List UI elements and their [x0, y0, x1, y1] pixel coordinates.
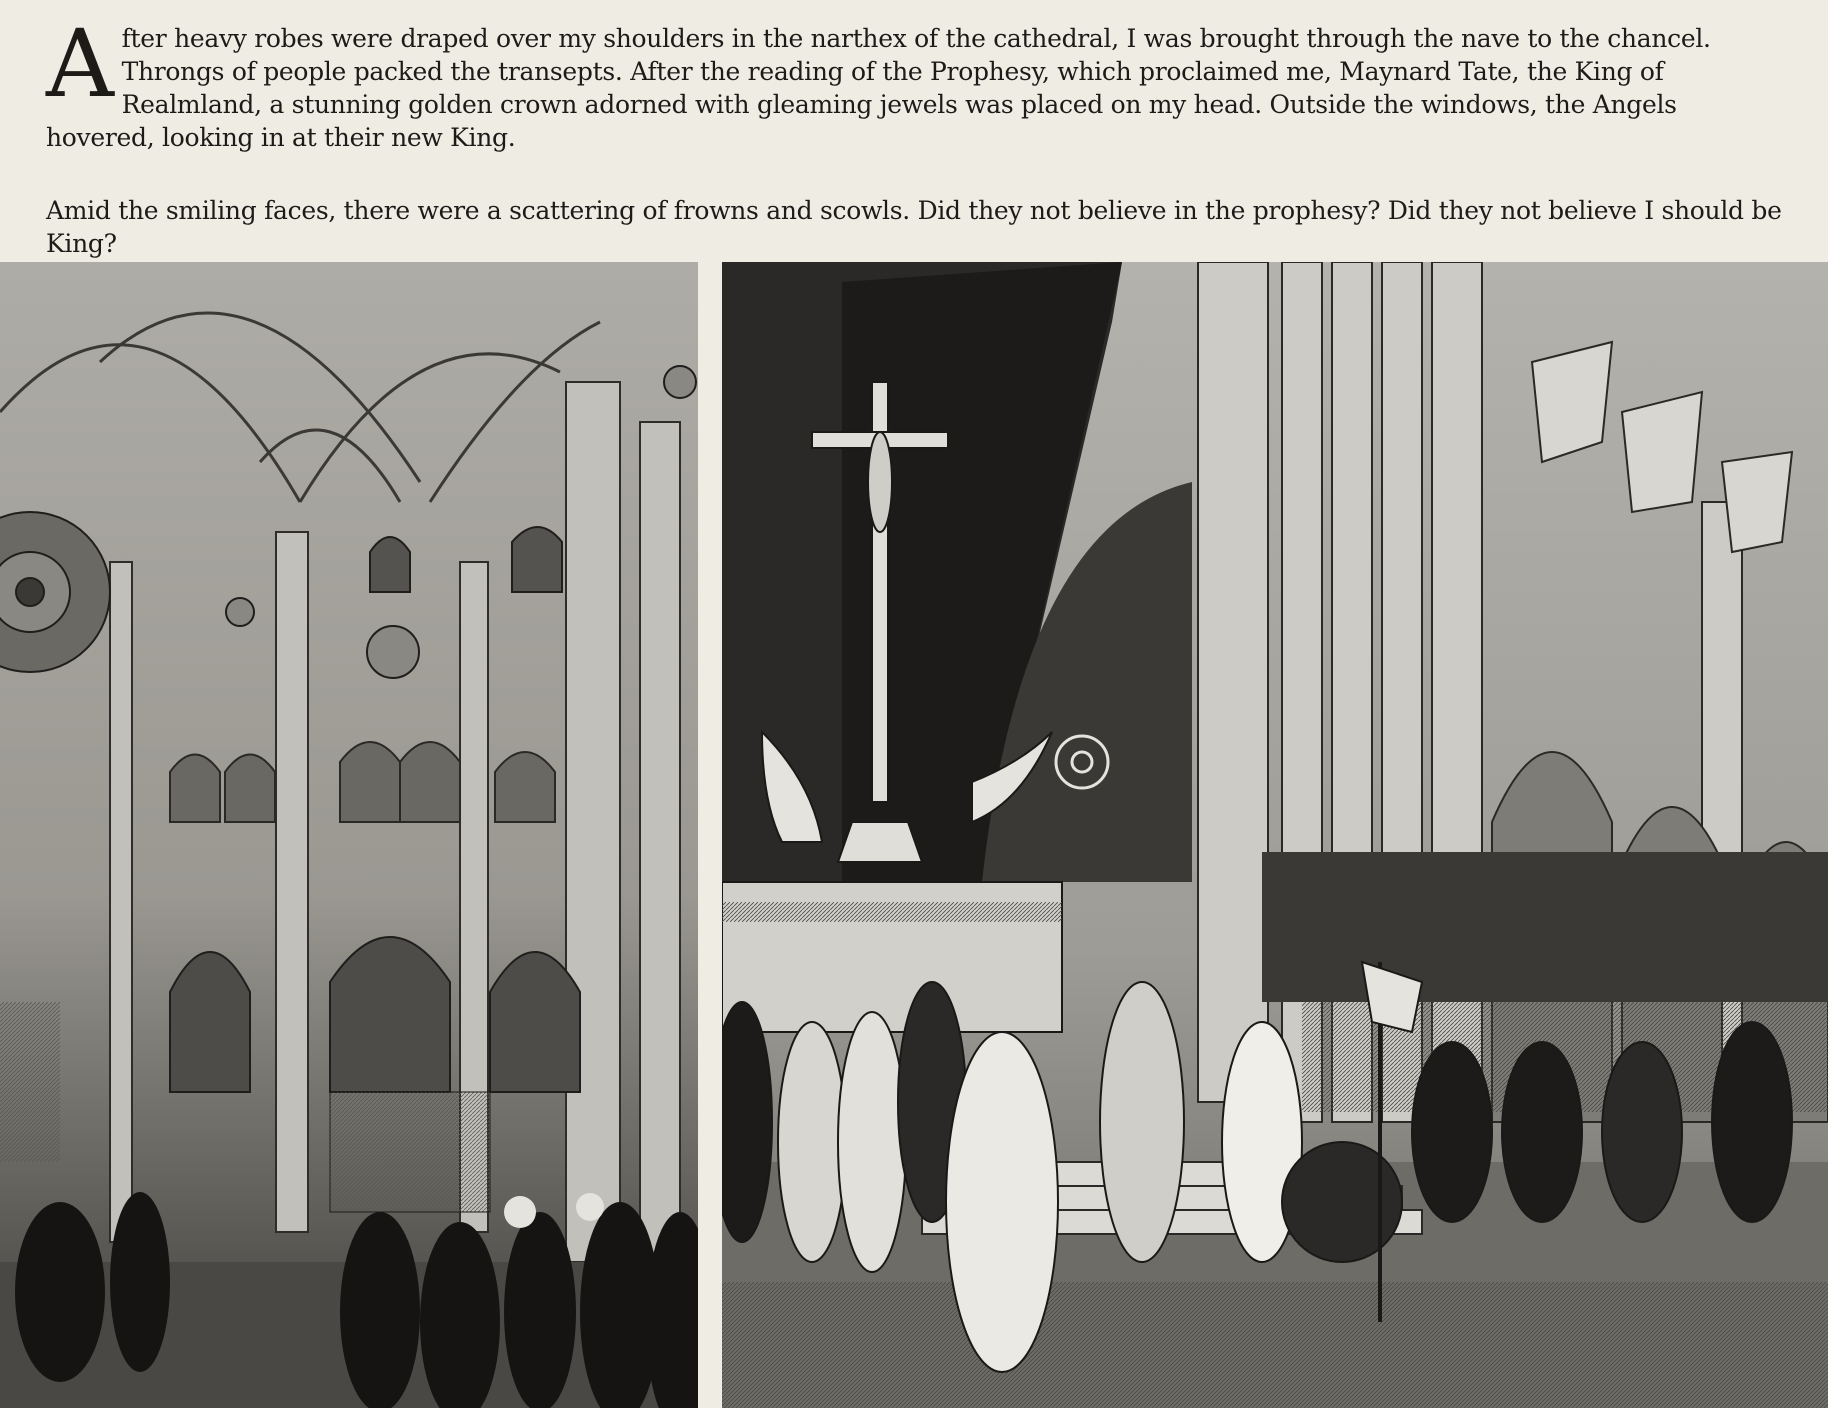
- coronation-illustration: [722, 262, 1828, 1408]
- story-text: [46, 10, 1786, 260]
- coronation-altar-engraving: [722, 262, 1828, 1408]
- story-paragraph-2: Amid the smiling faces, there were a scattering of frowns and scowls. Did they not believe in the prophesy? Did they not believe I should be King?: [46, 196, 1782, 258]
- paragraph-1-text: fter heavy robes were draped over my shoulders in the narthex of the cathedral, I was brought through the nave to the chancel. Throngs of people packed the transepts. After the reading of the Prophesy, which proclaimed me, Maynard Tate, the King of Realmland, a stunning golden crown adorned with gleaming jewels was placed on my head. Outside the windows, the Angels hovered, looking in at their new King.: [46, 24, 1711, 152]
- cathedral-nave-illustration: [0, 262, 698, 1408]
- story-paragraph-1: [46, 10, 1786, 154]
- cathedral-nave-engraving: [0, 262, 698, 1408]
- drop-cap: A: [46, 10, 114, 119]
